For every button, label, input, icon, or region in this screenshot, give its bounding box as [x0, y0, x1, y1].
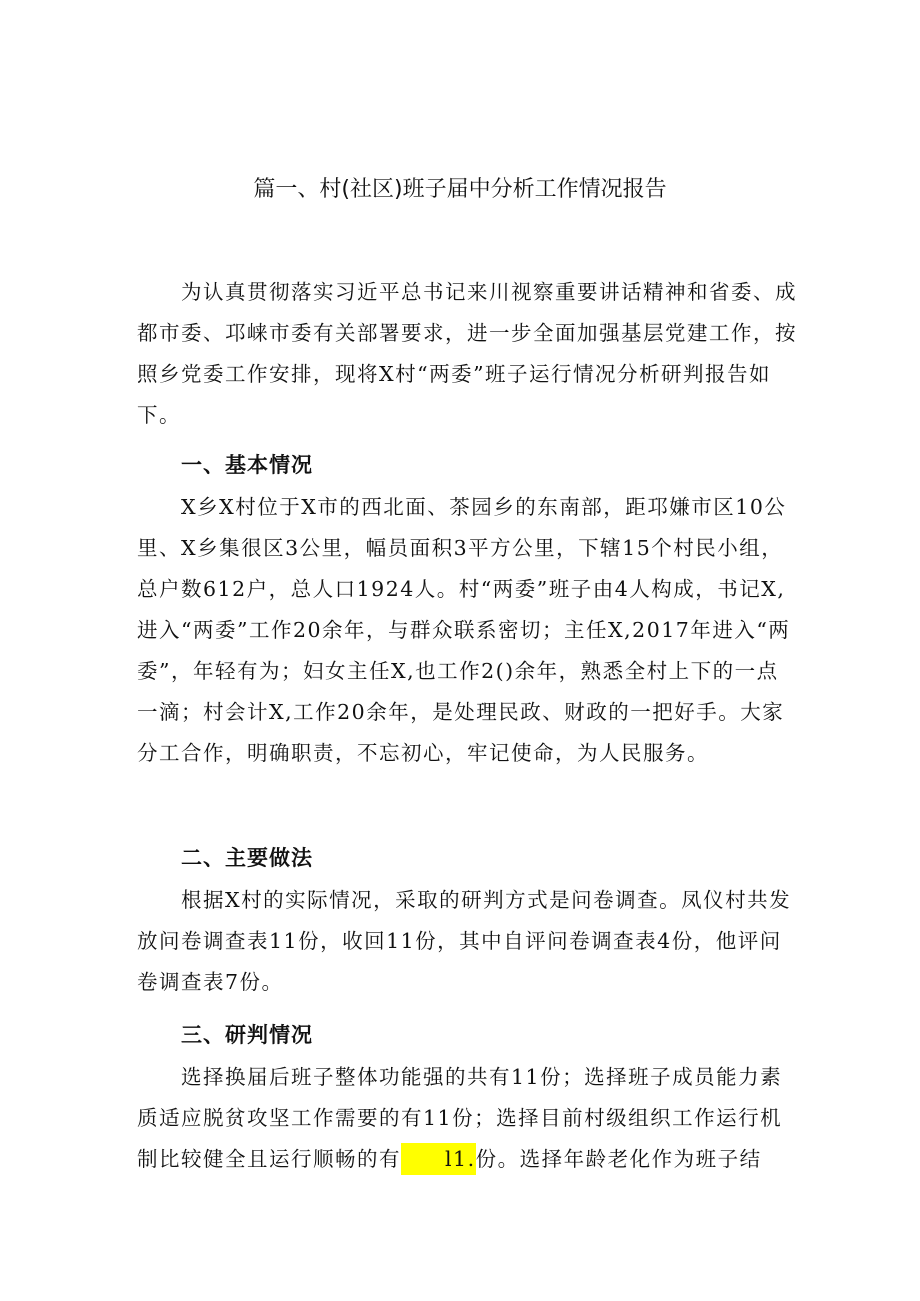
section-body-main-practices: 根据X村的实际情况，采取的研判方式是问卷调查。凤仪村共发放问卷调查表11份，收回11份，其中自评问卷调查表4份，他评问卷调查表7份。 — [137, 888, 792, 994]
analysis-text-before-mark: 选择换届后班子整体功能强的共有11份；选择班子成员能力素质适应脱贫攻坚工作需要的有11份；选择目前村级组织工作运行机制比较健全且运行顺畅的有 — [137, 1065, 783, 1171]
analysis-text-after-mark: 份。选择年龄老化作为班子结 — [475, 1147, 762, 1171]
section-heading-main-practices: 二、主要做法 — [181, 846, 313, 870]
section-body-analysis — [137, 1057, 797, 1180]
document-title: 篇一、村(社区)班子届中分析工作情况报告 — [253, 177, 667, 202]
intro-paragraph: 为认真贯彻落实习近平总书记来川视察重要讲话精神和省委、成都市委、邛崃市委有关部署要求，进一步全面加强基层党建工作，按照乡党委工作安排，现将X村“两委”班子运行情况分析研判报告如下。 — [137, 280, 797, 427]
section-heading-analysis: 三、研判情况 — [181, 1023, 313, 1047]
highlighted-text: l1. — [401, 1143, 476, 1175]
section-body-basic-situation: X乡X村位于X市的西北面、茶园乡的东南部，距邛嫌市区10公里、X乡集很区3公里，幅员面积3平方公里，下辖15个村民小组，总户数612户，总人口1924人。村“两委”班子由4人构成，书记X,进入“两委”工作20余年，与群众联系密切；主任X,2017年进入“两委”，年轻有为；妇女主任X,也工作2()余年，熟悉全村上下的一点一滴；村会计X,工作20余年，是处理民政、财政的一把好手。大家分工合作，明确职责，不忘初心，牢记使命，为人民服务。 — [137, 495, 791, 765]
section-heading-basic-situation: 一、基本情况 — [181, 453, 313, 477]
